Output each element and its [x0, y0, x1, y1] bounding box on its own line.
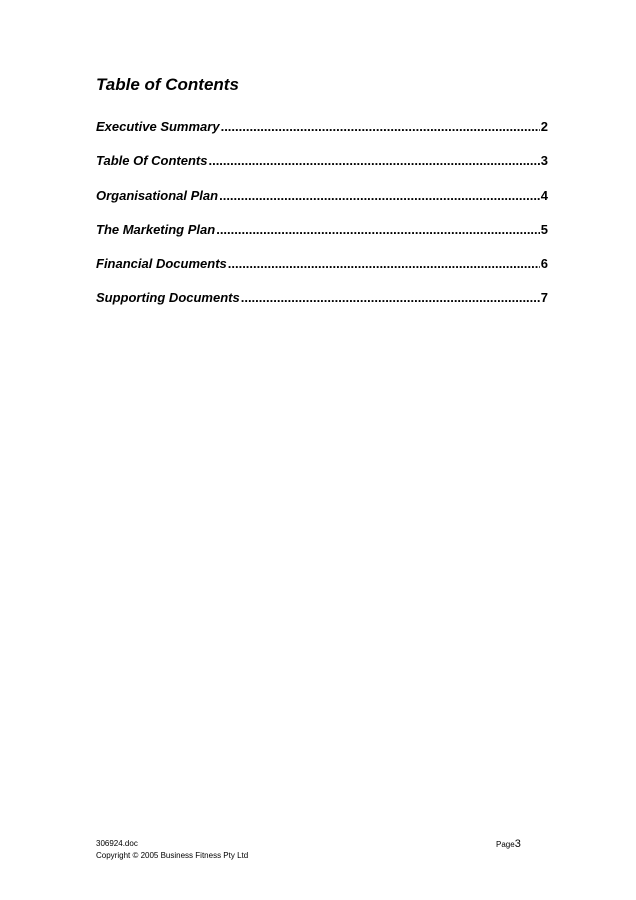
toc-entry-executive-summary[interactable]	[96, 118, 548, 152]
footer-filename: 306924.doc	[96, 839, 138, 848]
toc-entry-page: 4	[540, 187, 548, 203]
toc-entry-page: 2	[540, 119, 548, 134]
toc-entry-financial-documents[interactable]	[96, 255, 548, 289]
toc-entry-page: 7	[540, 290, 548, 306]
toc-entry-marketing-plan[interactable]	[96, 221, 548, 255]
toc-entry-label: The Marketing Plan	[96, 221, 216, 237]
toc-list	[96, 118, 548, 324]
toc-entry-label: Financial Documents	[96, 256, 227, 272]
footer-left	[96, 838, 248, 862]
footer-page-indicator	[496, 838, 521, 851]
toc-entry-label: Table Of Contents	[96, 153, 208, 169]
footer-page-label: Page	[496, 840, 515, 849]
toc-dot-leader	[241, 289, 540, 307]
toc-entry-page: 6	[540, 256, 548, 272]
toc-dot-leader	[208, 152, 539, 170]
page-title: Table of Contents	[96, 75, 239, 94]
toc-entry-label: Supporting Documents	[96, 290, 240, 306]
toc-dot-leader	[219, 187, 540, 205]
toc-dot-leader	[221, 118, 540, 136]
toc-entry-page: 5	[540, 221, 548, 237]
footer-copyright: Copyright © 2005 Business Fitness Pty Ltd	[96, 851, 249, 860]
toc-entry-table-of-contents[interactable]	[96, 152, 548, 186]
toc-entry-organisational-plan[interactable]	[96, 187, 548, 221]
toc-dot-leader	[228, 255, 540, 273]
footer-page-number: 3	[514, 838, 521, 850]
toc-entry-supporting-documents[interactable]	[96, 289, 548, 323]
toc-dot-leader	[216, 221, 540, 239]
toc-entry-label: Executive Summary	[96, 119, 220, 134]
toc-entry-page: 3	[540, 153, 548, 169]
toc-entry-label: Organisational Plan	[96, 187, 219, 203]
